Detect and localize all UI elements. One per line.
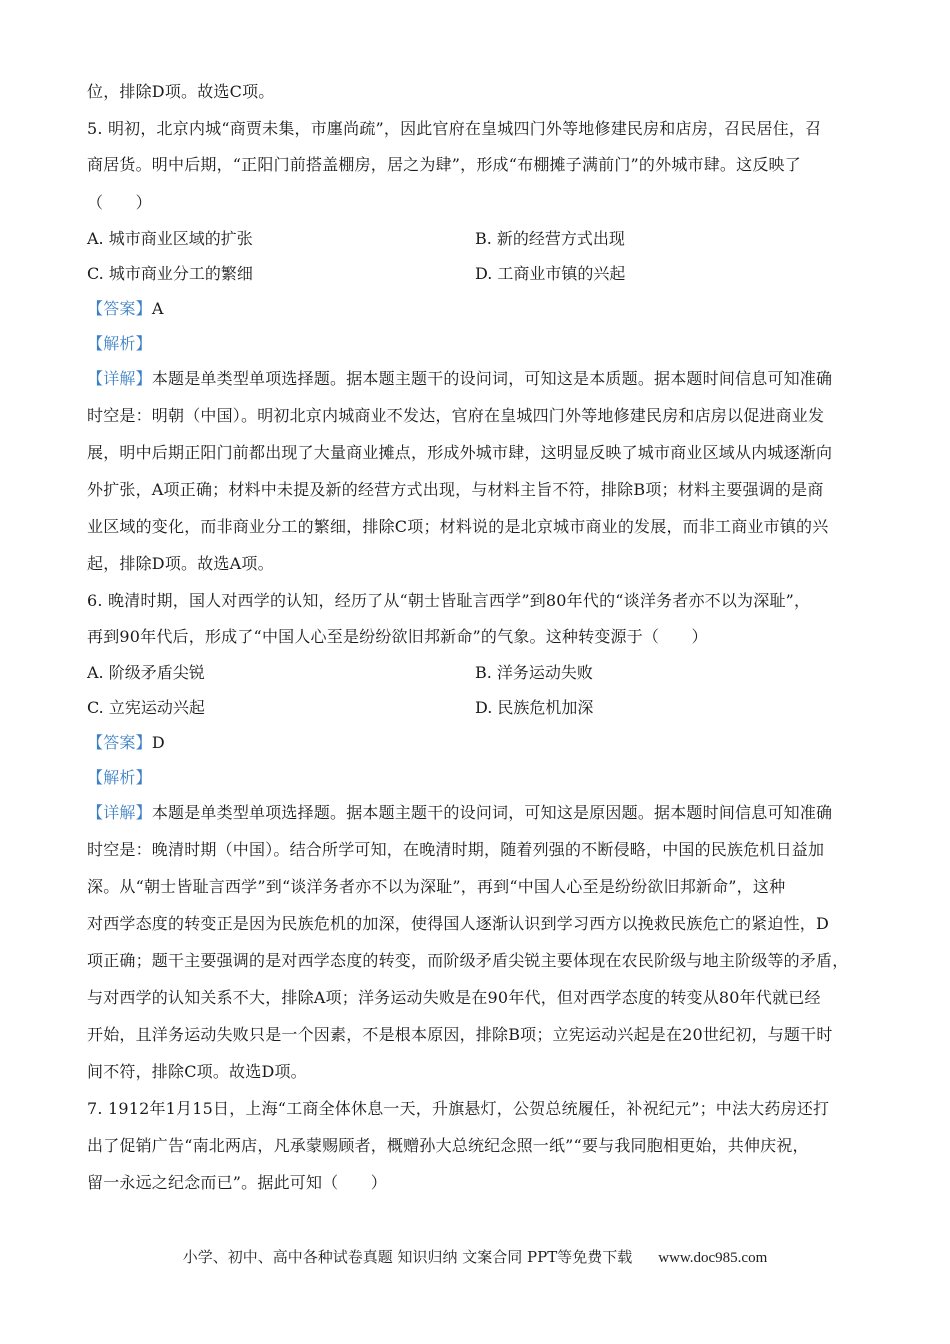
q7-stem-line-2: 出了促销广告“南北两店，凡承蒙赐顾者，概赠孙大总统纪念照一纸”“要与我同胞相更始，共伸庆祝，	[87, 1136, 809, 1155]
q6-stem-line-1: 6. 晚清时期，国人对西学的认知，经历了从“朝士皆耻言西学”到80年代的“谈洋务者亦不以为深耻”，	[87, 591, 811, 610]
intro-line: 位，排除D项。故选C项。	[87, 82, 275, 101]
q6-detail-line-1: 【详解】本题是单类型单项选择题。据本题主题干的设问词，可知这是原因题。据本题时间信息可知准确	[87, 803, 833, 822]
q5-option-d: D. 工商业市镇的兴起	[475, 264, 626, 283]
q5-detail-line-5: 业区域的变化，而非商业分工的繁细，排除C项；材料说的是北京城市商业的发展，而非工商业市镇的兴	[87, 517, 829, 536]
q5-detail-line-3: 展，明中后期正阳门前都出现了大量商业摊点，形成外城市肆，这明显反映了城市商业区域从内城逐渐向	[87, 443, 833, 462]
q6-detail-line-3: 深。从“朝士皆耻言西学”到“谈洋务者亦不以为深耻”，再到“中国人心至是纷纷欲旧邦新命”，这种	[87, 877, 786, 896]
q6-analysis-tag: 【解析】	[87, 768, 152, 787]
q7-stem-line-3: 留一永远之纪念而已”。据此可知（ ）	[87, 1173, 387, 1192]
q6-option-c: C. 立宪运动兴起	[87, 698, 205, 717]
q5-detail-tag: 【详解】	[87, 369, 152, 388]
q5-option-a: A. 城市商业区域的扩张	[87, 229, 253, 248]
q5-answer-value: A	[151, 299, 164, 318]
q5-option-c: C. 城市商业分工的繁细	[87, 264, 253, 283]
q6-answer	[87, 730, 165, 753]
q6-answer-value: D	[151, 733, 165, 752]
q5-stem-line-3: （ ）	[87, 193, 152, 212]
q5-stem-line-1: 5. 明初，北京内城“商贾未集，市廛尚疏”，因此官府在皇城四门外等地修建民房和店房，召民居住，召	[87, 119, 822, 138]
q5-detail-line-2: 时空是：明朝（中国）。明初北京内城商业不发达，官府在皇城四门外等地修建民房和店房以促进商业发	[87, 406, 825, 425]
q6-answer-tag: 【答案】	[87, 733, 152, 752]
q5-answer	[87, 296, 164, 319]
q6-detail-tag: 【详解】	[87, 803, 152, 822]
q6-detail-line-7: 开始，且洋务运动失败只是一个因素，不是根本原因，排除B项；立宪运动兴起是在20世纪初，与题干时	[87, 1025, 833, 1044]
q6-detail-line-6: 与对西学的认知关系不大，排除A项；洋务运动失败是在90年代，但对西学态度的转变从80年代就已经	[87, 988, 821, 1007]
q5-detail-line-6: 起，排除D项。故选A项。	[87, 554, 274, 573]
q5-stem-line-2: 商居货。明中后期，“正阳门前搭盖棚房，居之为肆”，形成“布棚摊子满前门”的外城市肆。这反映了	[87, 155, 801, 174]
q6-stem-line-2: 再到90年代后，形成了“中国人心至是纷纷欲旧邦新命”的气象。这种转变源于（ ）	[87, 627, 708, 646]
q7-stem-line-1: 7. 1912年1月15日，上海“工商全体休息一天，升旗悬灯，公贺总统履任，补祝纪元”；中法大药房还打	[87, 1099, 830, 1118]
page-footer	[0, 1246, 950, 1267]
q5-option-b: B. 新的经营方式出现	[475, 229, 625, 248]
q6-option-a: A. 阶级矛盾尖锐	[87, 663, 205, 682]
q5-answer-tag: 【答案】	[87, 299, 152, 318]
q5-detail-line-1: 【详解】本题是单类型单项选择题。据本题主题干的设问词，可知这是本质题。据本题时间信息可知准确	[87, 369, 833, 388]
footer-text: 小学、初中、高中各种试卷真题 知识归纳 文案合同 PPT等免费下载	[182, 1248, 633, 1266]
q6-detail-line-5: 项正确；题干主要强调的是对西学态度的转变，而阶级矛盾尖锐主要体现在农民阶级与地主阶级等的矛盾，	[87, 951, 849, 970]
q5-analysis-tag: 【解析】	[87, 334, 152, 353]
footer-url[interactable]: www.doc985.com	[658, 1250, 768, 1266]
q6-detail-line-4: 对西学态度的转变正是因为民族危机的加深，使得国人逐渐认识到学习西方以挽救民族危亡的紧迫性，D	[87, 914, 830, 933]
q6-option-d: D. 民族危机加深	[475, 698, 594, 717]
q6-detail-line-8: 间不符，排除C项。故选D项。	[87, 1062, 307, 1081]
q5-detail-line-4: 外扩张，A项正确；材料中未提及新的经营方式出现，与材料主旨不符，排除B项；材料主要强调的是商	[87, 480, 824, 499]
q6-option-b: B. 洋务运动失败	[475, 663, 593, 682]
q6-detail-line-2: 时空是：晚清时期（中国）。结合所学可知，在晚清时期，随着列强的不断侵略，中国的民族危机日益加	[87, 840, 825, 859]
